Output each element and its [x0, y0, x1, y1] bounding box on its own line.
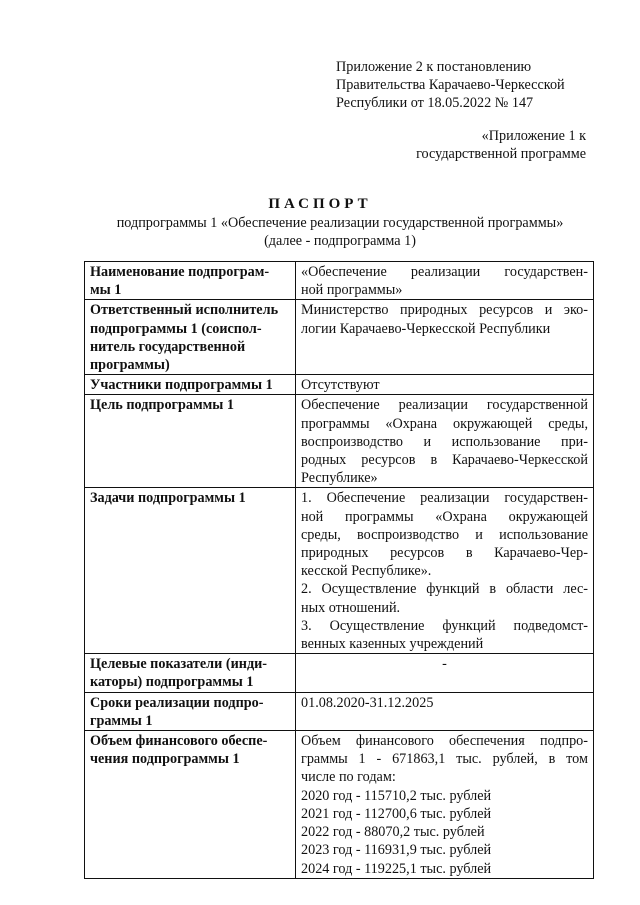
row-label-line: чения подпрограммы 1: [90, 751, 240, 768]
row-value-line: среды, воспроизводство и использование: [301, 526, 588, 543]
header-line: Приложение 2 к постановлению: [336, 59, 532, 75]
row-value-line: 3. Осуществление функций подведомст-: [301, 617, 588, 634]
row-label-line: граммы 1: [90, 712, 153, 729]
row-value: [296, 262, 594, 300]
row-label: [85, 300, 296, 375]
passport-row: [85, 395, 594, 488]
row-value: [296, 395, 594, 488]
row-value-line: 2. Осуществление функций в области лес-: [301, 581, 588, 598]
passport-row: [85, 731, 594, 879]
header-line: Правительства Карачаево-Черкесской: [336, 77, 565, 94]
row-value: [296, 654, 594, 692]
document-title: ПАСПОРТ: [268, 196, 372, 212]
row-value-line: ной программы «Охрана окружающей: [301, 508, 588, 525]
row-label-line: мы 1: [90, 282, 122, 299]
row-value-line: ных отношений.: [301, 599, 401, 616]
passport-row: [85, 262, 594, 300]
row-label-line: Ответственный исполнитель: [90, 302, 279, 319]
row-value-line: 01.08.2020-31.12.2025: [301, 694, 434, 711]
row-label-line: Участники подпрограммы 1: [90, 377, 273, 394]
row-label: [85, 692, 296, 730]
row-value: [296, 731, 594, 879]
row-value: [296, 692, 594, 730]
row-value-line: ной программы»: [301, 282, 403, 299]
passport-row: [85, 300, 594, 375]
row-value-line: -: [442, 656, 447, 673]
passport-row: [85, 692, 594, 730]
row-value-line: логии Карачаево-Черкесской Республики: [301, 320, 551, 337]
row-value-line: Министерство природных ресурсов и эко-: [301, 302, 588, 319]
row-label-line: нитель государственной: [90, 338, 246, 355]
row-label-line: Цель подпрограммы 1: [90, 397, 235, 414]
row-label: [85, 731, 296, 879]
passport-row: [85, 375, 594, 395]
row-label-line: Задачи подпрограммы 1: [90, 490, 246, 507]
row-label-line: подпрограммы 1 (соиспол-: [90, 320, 262, 337]
row-value-line: программы «Охрана окружающей среды,: [301, 415, 588, 432]
subtitle-line: (далее - подпрограмма 1): [264, 233, 416, 250]
row-value-line: Обеспечение реализации государственной: [301, 397, 588, 414]
passport-table: [84, 261, 594, 879]
row-value-line: граммы 1 - 671863,1 тыс. рублей, в том: [301, 751, 588, 768]
row-value-line: 2020 год - 115710,2 тыс. рублей: [301, 787, 492, 804]
row-value-line: Отсутствуют: [301, 377, 380, 394]
row-value-line: 2022 год - 88070,2 тыс. рублей: [301, 824, 485, 841]
annex-line: государственной программе: [416, 146, 586, 163]
row-value-line: числе по годам:: [301, 769, 396, 786]
document-subtitle: [60, 214, 620, 250]
row-label-line: Целевые показатели (инди-: [90, 656, 268, 673]
row-label-line: Наименование подпрограм-: [90, 264, 270, 280]
row-label-line: каторы) подпрограммы 1: [90, 674, 254, 691]
row-value-line: «Обеспечение реализации государствен-: [301, 264, 588, 280]
row-value-line: природных ресурсов в Карачаево-Чер-: [301, 545, 588, 562]
row-label: [85, 375, 296, 395]
row-label-line: Объем финансового обеспе-: [90, 733, 268, 750]
row-value-line: Объем финансового обеспечения подпро-: [301, 733, 588, 750]
row-value-line: 2024 год - 119225,1 тыс. рублей: [301, 860, 492, 877]
row-value-line: 2023 год - 116931,9 тыс. рублей: [301, 842, 492, 859]
row-label: [85, 654, 296, 692]
row-label: [85, 488, 296, 654]
header-line: Республики от 18.05.2022 № 147: [336, 95, 534, 112]
row-label-line: Сроки реализации подпро-: [90, 694, 264, 711]
row-label: [85, 395, 296, 488]
row-value: [296, 488, 594, 654]
passport-row: [85, 488, 594, 654]
row-value-line: 2021 год - 112700,6 тыс. рублей: [301, 805, 492, 822]
row-label-line: программы): [90, 357, 170, 374]
annex-line: «Приложение 1 к: [481, 128, 586, 144]
row-value-line: кесской Республике».: [301, 563, 432, 580]
row-value: [296, 300, 594, 375]
decree-annex-header: [336, 58, 626, 113]
row-value-line: Республике»: [301, 470, 378, 487]
passport-row: [85, 654, 594, 692]
row-value: [296, 375, 594, 395]
program-annex-header: [416, 127, 586, 163]
subtitle-line: подпрограммы 1 «Обеспечение реализации государственной программы»: [116, 215, 564, 231]
row-value-line: 1. Обеспечение реализации государствен-: [301, 490, 588, 507]
row-value-line: родных ресурсов в Карачаево-Черкесской: [301, 452, 588, 469]
row-value-line: воспроизводство и использование при-: [301, 433, 588, 450]
row-value-line: венных казенных учреждений: [301, 636, 484, 653]
row-label: [85, 262, 296, 300]
